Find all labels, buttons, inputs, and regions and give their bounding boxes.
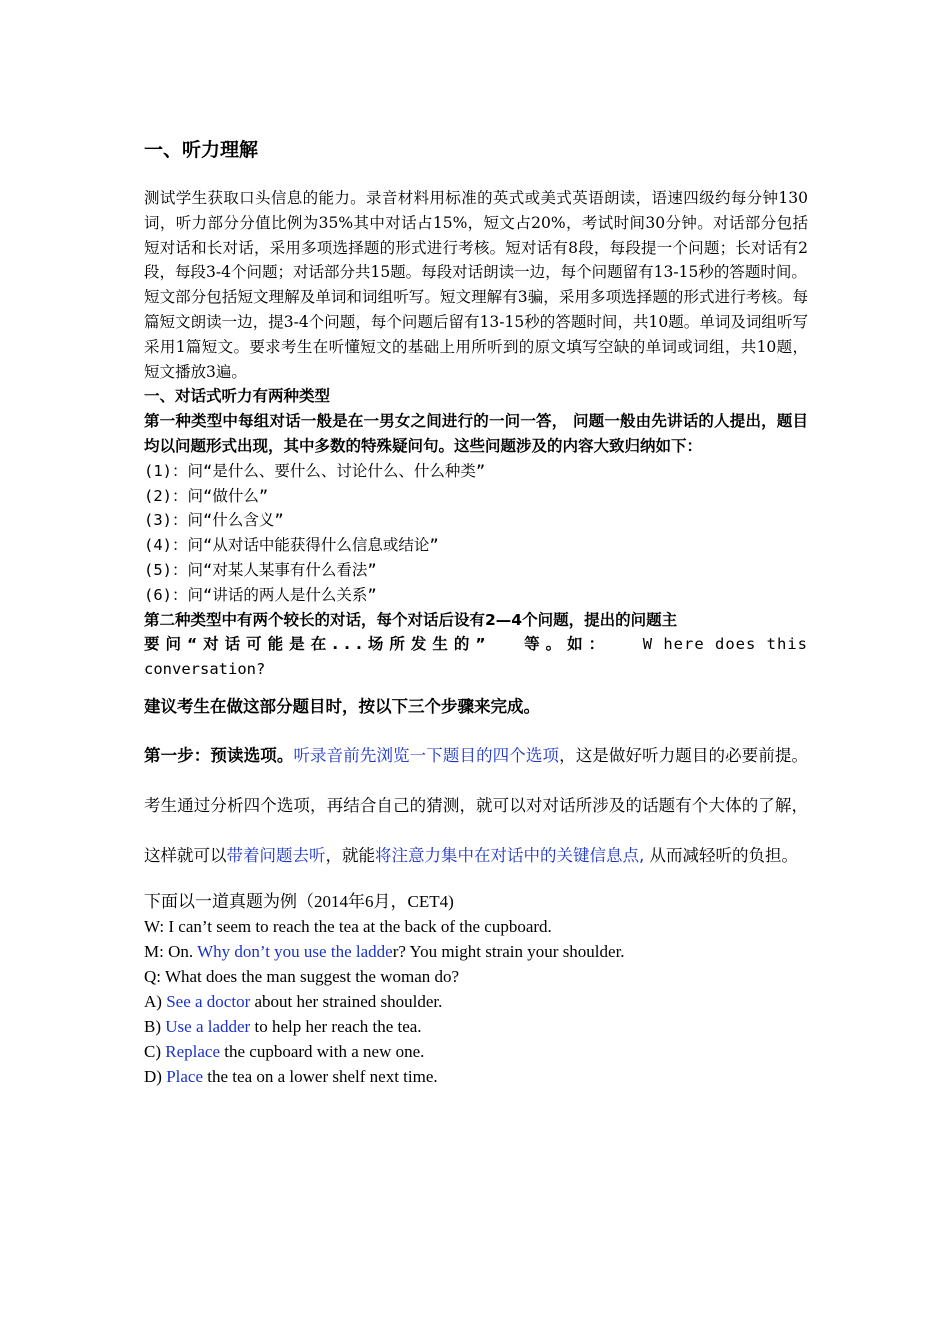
passage-paragraph: 短文部分包括短文理解及单词和词组听写。短文理解有3骗，采用多项选择题的形式进行考核。每篇短文朗读一边，提3-4个问题，每个问题后留有13-15秒的答题时间，共10题。单词及词组听写采用1篇短文。要求考生在听懂短文的基础上用所听到的原文填写空缺的单词或词组，共10题，短文播放3遍。 <box>144 288 808 381</box>
option-highlight: Use a ladder <box>165 1016 251 1036</box>
list-item: (4)：问“从对话中能获得什么信息或结论” <box>144 536 439 555</box>
dialogue-w: W: I can’t seem to reach the tea at the back of the cupboard. <box>144 916 552 936</box>
type2-paragraph <box>144 608 808 682</box>
step1-highlight-focus: 将注意力集中在对话中的关键信息点, <box>375 845 645 865</box>
type2-line1: 第二种类型中有两个较长的对话，每个对话后设有2—4个问题，提出的问题主 <box>144 610 678 629</box>
step1-text: ，这是做好听力题目的必要前提。考生通过分析四个选项，再结合自己的猜测，就可以对对话所涉及的话题有个大体的了解，这样就可以 <box>144 745 809 865</box>
type2-line2-gap: 等。如： <box>524 635 611 654</box>
step1-text-2: ，就能 <box>325 845 375 865</box>
subheading: 一、对话式听力有两种类型 <box>144 387 331 406</box>
advice-text: 建议考生在做这部分题目时，按以下三个步骤来完成。 <box>144 696 540 716</box>
dialogue-m <box>144 939 808 964</box>
type2-line2-en: W here does this <box>642 635 808 654</box>
option-letter: B) <box>144 1016 166 1036</box>
type2-line2 <box>144 632 808 657</box>
option-c <box>144 1039 808 1064</box>
option-letter: A) <box>144 991 167 1011</box>
option-text: to help her reach the tea. <box>250 1016 422 1036</box>
step1-label: 第一步：预读选项。 <box>144 745 294 765</box>
example-block <box>144 889 808 1089</box>
option-highlight: See a doctor <box>166 991 251 1011</box>
list-item: (2)：问“做什么” <box>144 486 269 505</box>
step1-highlight-listen: 带着问题去听 <box>226 845 326 865</box>
dialogue-m-suffix: r? You might strain your shoulder. <box>392 941 625 961</box>
type1-paragraph: 第一种类型中每组对话一般是在一男女之间进行的一问一答， 问题一般由先讲话的人提出，题目均以问题形式出现，其中多数的特殊疑问句。这些问题涉及的内容大致归纳如下： <box>144 412 808 455</box>
list-item: (1)：问“是什么、要什么、讨论什么、什么种类” <box>144 461 486 480</box>
document-page <box>144 136 808 1089</box>
dialogue-m-prefix: M: On. <box>144 941 198 961</box>
option-d <box>144 1064 808 1089</box>
step1-text-3: 从而减轻听的负担。 <box>644 845 798 865</box>
intro-paragraph: 测试学生获取口头信息的能力。录音材料用标准的英式或美式英语朗读，语速四级约每分钟130词，听力部分分值比例为35%其中对话占15%，短文占20%，考试时间30分钟。对话部分包括短对话和长对话，采用多项选择题的形式进行考核。短对话有8段，每段提一个问题；长对话有2段，每段3-4个问题；对话部分共15题。每段对话朗读一边，每个问题留有13-15秒的答题时间。 <box>144 189 808 282</box>
list-item: (5)：问“对某人某事有什么看法” <box>144 560 377 579</box>
section-title: 一、听力理解 <box>144 139 259 161</box>
step1-paragraph <box>144 731 808 881</box>
question-line: Q: What does the man suggest the woman do? <box>144 966 460 986</box>
option-letter: D) <box>144 1066 167 1086</box>
step1-highlight-preview: 听录音前先浏览一下题目的四个选项 <box>293 745 560 765</box>
option-text: the tea on a lower shelf next time. <box>203 1066 438 1086</box>
option-b <box>144 1014 808 1039</box>
option-highlight: Replace <box>165 1041 220 1061</box>
list-item: (6)：问“讲话的两人是什么关系” <box>144 585 377 604</box>
type2-line3: conversation? <box>144 660 266 679</box>
option-letter: C) <box>144 1041 166 1061</box>
option-a <box>144 989 808 1014</box>
option-text: about her strained shoulder. <box>250 991 443 1011</box>
type2-line2-cn: 要问“对话可能是在...场所发生的” <box>144 635 492 654</box>
option-highlight: Place <box>166 1066 204 1086</box>
example-intro: 下面以一道真题为例（2014年6月，CET4) <box>144 891 454 911</box>
dialogue-m-highlight: Why don’t you use the ladde <box>197 941 393 961</box>
question-type-list <box>144 459 808 608</box>
option-text: the cupboard with a new one. <box>220 1041 425 1061</box>
list-item: (3)：问“什么含义” <box>144 511 284 530</box>
